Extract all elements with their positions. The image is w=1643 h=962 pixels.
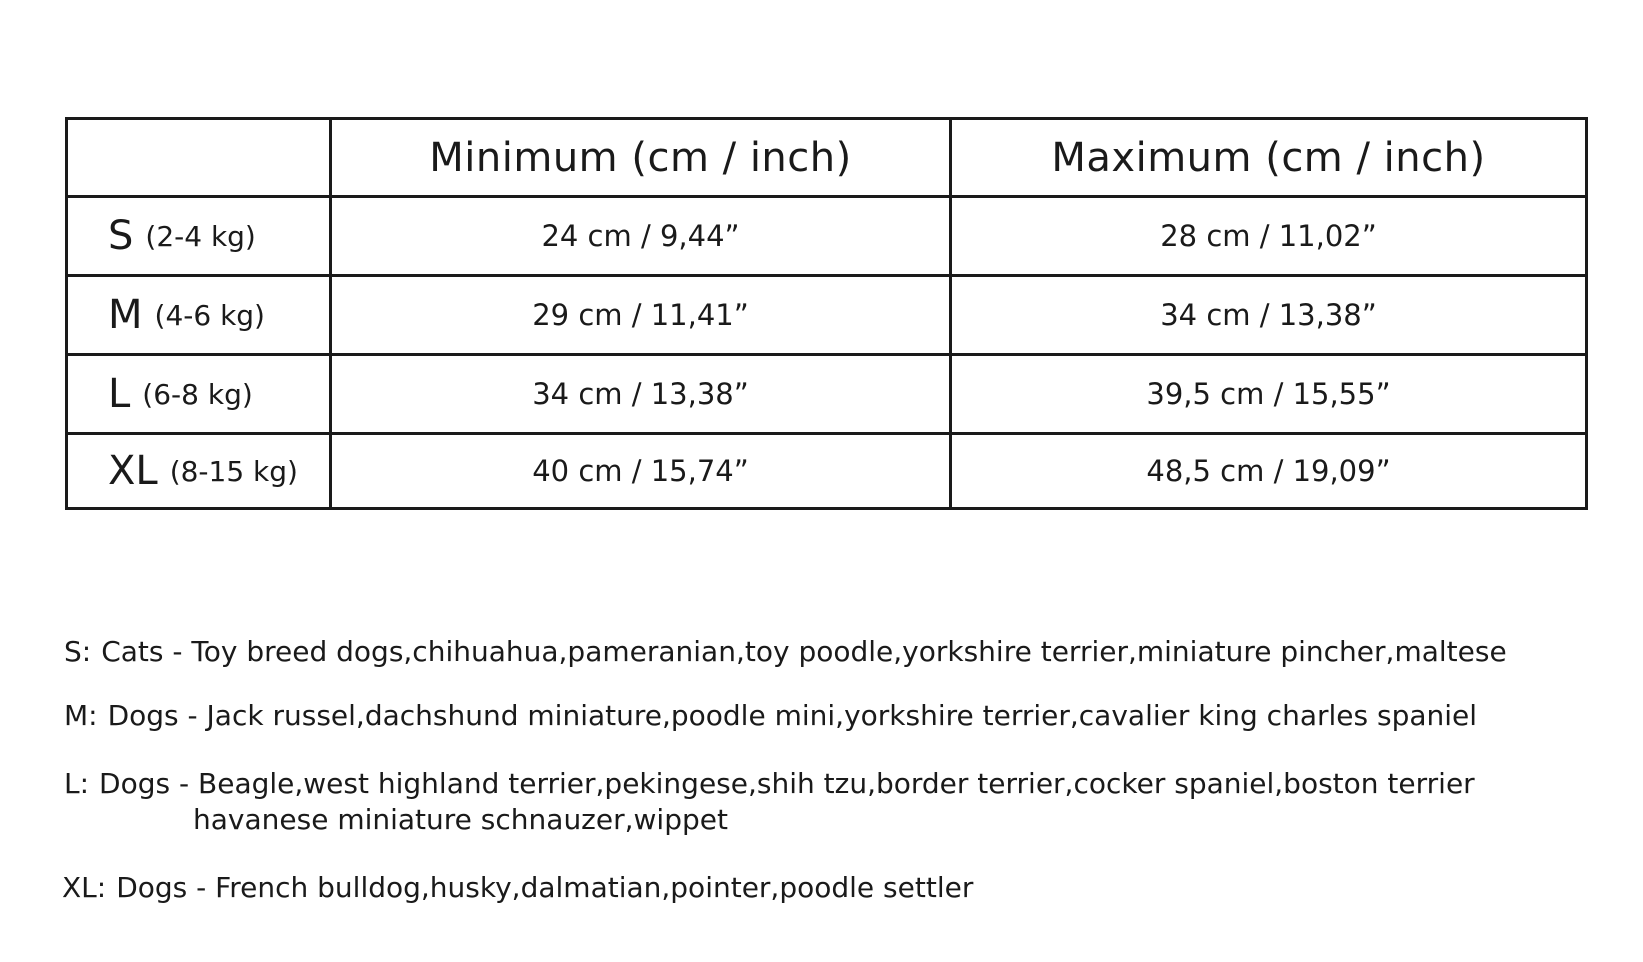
note-label: L: bbox=[64, 767, 90, 800]
note-text: Dogs - Beagle,west highland terrier,pekingese,shih tzu,border terrier,cocker spaniel,boston terrier bbox=[99, 767, 1475, 800]
min-value: 29 cm / 11,41” bbox=[331, 276, 951, 355]
size-chart-table bbox=[65, 117, 1588, 510]
note-continuation: havanese miniature schnauzer,wippet bbox=[193, 803, 728, 836]
max-value: 39,5 cm / 15,55” bbox=[951, 355, 1587, 434]
max-value: 34 cm / 13,38” bbox=[951, 276, 1587, 355]
note-label: M: bbox=[64, 699, 98, 732]
min-value: 24 cm / 9,44” bbox=[331, 197, 951, 276]
size-letter: M bbox=[108, 292, 143, 338]
size-letter: S bbox=[108, 213, 134, 259]
table-row bbox=[67, 276, 1587, 355]
header-minimum: Minimum (cm / inch) bbox=[331, 119, 951, 197]
note-small bbox=[64, 634, 1507, 670]
size-letter: XL bbox=[108, 448, 158, 494]
size-cell bbox=[67, 276, 331, 355]
header-size bbox=[67, 119, 331, 197]
note-label: S: bbox=[64, 635, 92, 668]
note-medium bbox=[64, 698, 1477, 734]
size-weight: (2-4 kg) bbox=[145, 219, 256, 253]
note-text: Cats - Toy breed dogs,chihuahua,pameranian,toy poodle,yorkshire terrier,miniature pincher,maltese bbox=[101, 635, 1507, 668]
note-large bbox=[64, 766, 1475, 838]
max-value: 48,5 cm / 19,09” bbox=[951, 434, 1587, 509]
min-value: 40 cm / 15,74” bbox=[331, 434, 951, 509]
size-weight: (6-8 kg) bbox=[142, 377, 253, 411]
header-maximum: Maximum (cm / inch) bbox=[951, 119, 1587, 197]
table-header-row bbox=[67, 119, 1587, 197]
min-value: 34 cm / 13,38” bbox=[331, 355, 951, 434]
note-text: Dogs - Jack russel,dachshund miniature,poodle mini,yorkshire terrier,cavalier king charles spaniel bbox=[107, 699, 1478, 732]
table-row bbox=[67, 434, 1587, 509]
size-cell bbox=[67, 434, 331, 509]
table-row bbox=[67, 355, 1587, 434]
size-weight: (4-6 kg) bbox=[154, 298, 265, 332]
max-value: 28 cm / 11,02” bbox=[951, 197, 1587, 276]
table-row bbox=[67, 197, 1587, 276]
note-extra-large bbox=[62, 870, 973, 906]
size-weight: (8-15 kg) bbox=[169, 454, 298, 488]
note-text: Dogs - French bulldog,husky,dalmatian,pointer,poodle settler bbox=[116, 871, 974, 904]
size-letter: L bbox=[108, 371, 131, 417]
size-cell bbox=[67, 197, 331, 276]
size-cell bbox=[67, 355, 331, 434]
note-label: XL: bbox=[62, 871, 107, 904]
